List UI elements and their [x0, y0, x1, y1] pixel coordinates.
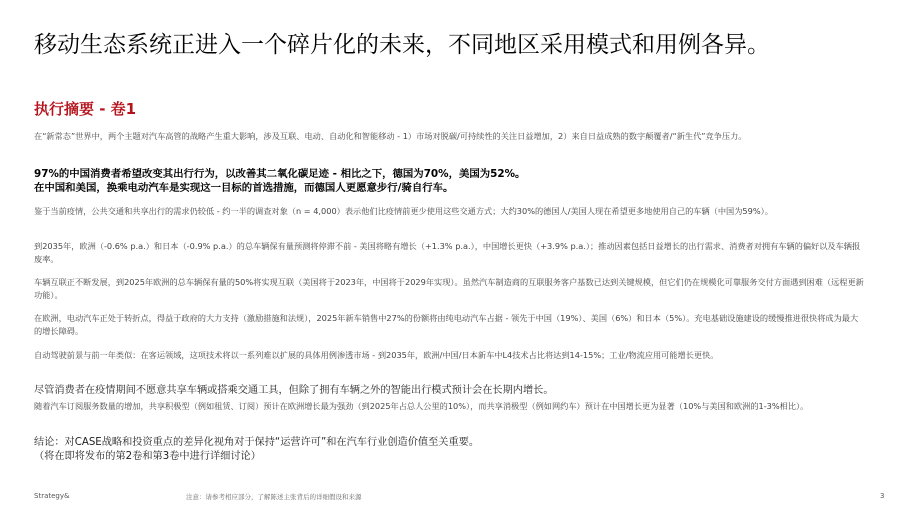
smart-mobility-heading: 尽管消费者在疫情期间不愿意共享车辆或搭乘交通工具，但除了拥有车辆之外的智能出行模式预计会在长期内增长。 [34, 385, 554, 396]
smart-mobility-detail: 随着汽车订阅服务数量的增加，共享积极型（例如租赁、订阅）预计在欧洲增长最为强劲（到2025年占总人公里的10%），而共享消极型（例如网约车）预计在中国增长更为显著（10%与美国和欧洲的1-3%相比）。 [34, 401, 809, 411]
highlight-line-2: 在中国和美国，换乘电动汽车是实现这一目标的首选措施，而德国人更愿意步行/骑自行车。 [34, 182, 454, 194]
highlight-block [34, 167, 874, 195]
ev-paragraph: 在欧洲，电动汽车正处于转折点，得益于政府的大力支持（激励措施和法规），2025年新车销售中27%的份额将由纯电动汽车占据 - 领先于中国（19%）、美国（6%）和日本（5%）。充电基础设施建设的缓慢推进很快将成为最大的增长障碍。 [34, 313, 859, 336]
page-number: 3 [880, 492, 885, 500]
autonomous-paragraph: 自动驾驶前景与前一年类似：在客运领域，这项技术将以一系列难以扩展的具体用例渗透市场 - 到2035年，欧洲/中国/日本新车中L4技术占比将达到14-15%；工业/物流应用可能增长更快。 [34, 350, 719, 360]
conclusion-line-2: （将在即将发布的第2卷和第3卷中进行详细讨论） [34, 451, 261, 462]
page-title: 移动生态系统正进入一个碎片化的未来，不同地区采用模式和用例各异。 [34, 32, 770, 58]
fleet-forecast-paragraph: 到2035年，欧洲（-0.6% p.a.）和日本（-0.9% p.a.）的总车辆保有量预测将停滞不前 - 美国将略有增长（+1.3% p.a.），中国增长更快（+3.9% p.a.）；推动因素包括日益增长的出行需求、消费者对拥有车辆的偏好以及车辆报废率。 [34, 241, 861, 264]
conclusion-line-1: 结论：对CASE战略和投资重点的差异化视角对于保持“运营许可”和在汽车行业创造价值至关重要。 [34, 437, 480, 448]
section-title: 执行摘要 - 卷1 [34, 100, 137, 118]
footer-note: 注意：请参考相应部分，了解陈述主张背后的详细假设和来源 [186, 493, 362, 501]
brand-logo-text: Strategy& [34, 492, 70, 500]
intro-paragraph: 在“新常态”世界中，两个主题对汽车高管的战略产生重大影响，涉及互联、电动、自动化和智能移动 - 1）市场对脱碳/可持续性的关注日益增加，2）来自日益成熟的数字颠覆者/“新生代”竞争压力。 [34, 131, 747, 141]
shared-mobility-paragraph: 鉴于当前疫情，公共交通和共享出行的需求仍较低 - 约一半的调查对象（n = 4,000）表示他们比疫情前更少使用这些交通方式；大约30%的德国人/美国人现在希望更多地使用自己的车辆（中国为59%）。 [34, 206, 773, 216]
connectivity-paragraph: 车辆互联正不断发展，到2025年欧洲的总车辆保有量的50%将实现互联（美国将于2023年，中国将于2029年实现）。虽然汽车制造商的互联服务客户基数已达到关键规模，但它们仍在规模化可靠服务交付方面遇到困难（远程更新功能）。 [34, 277, 864, 300]
highlight-line-1: 97%的中国消费者希望改变其出行行为，以改善其二氧化碳足迹 - 相比之下，德国为70%，美国为52%。 [34, 168, 526, 180]
